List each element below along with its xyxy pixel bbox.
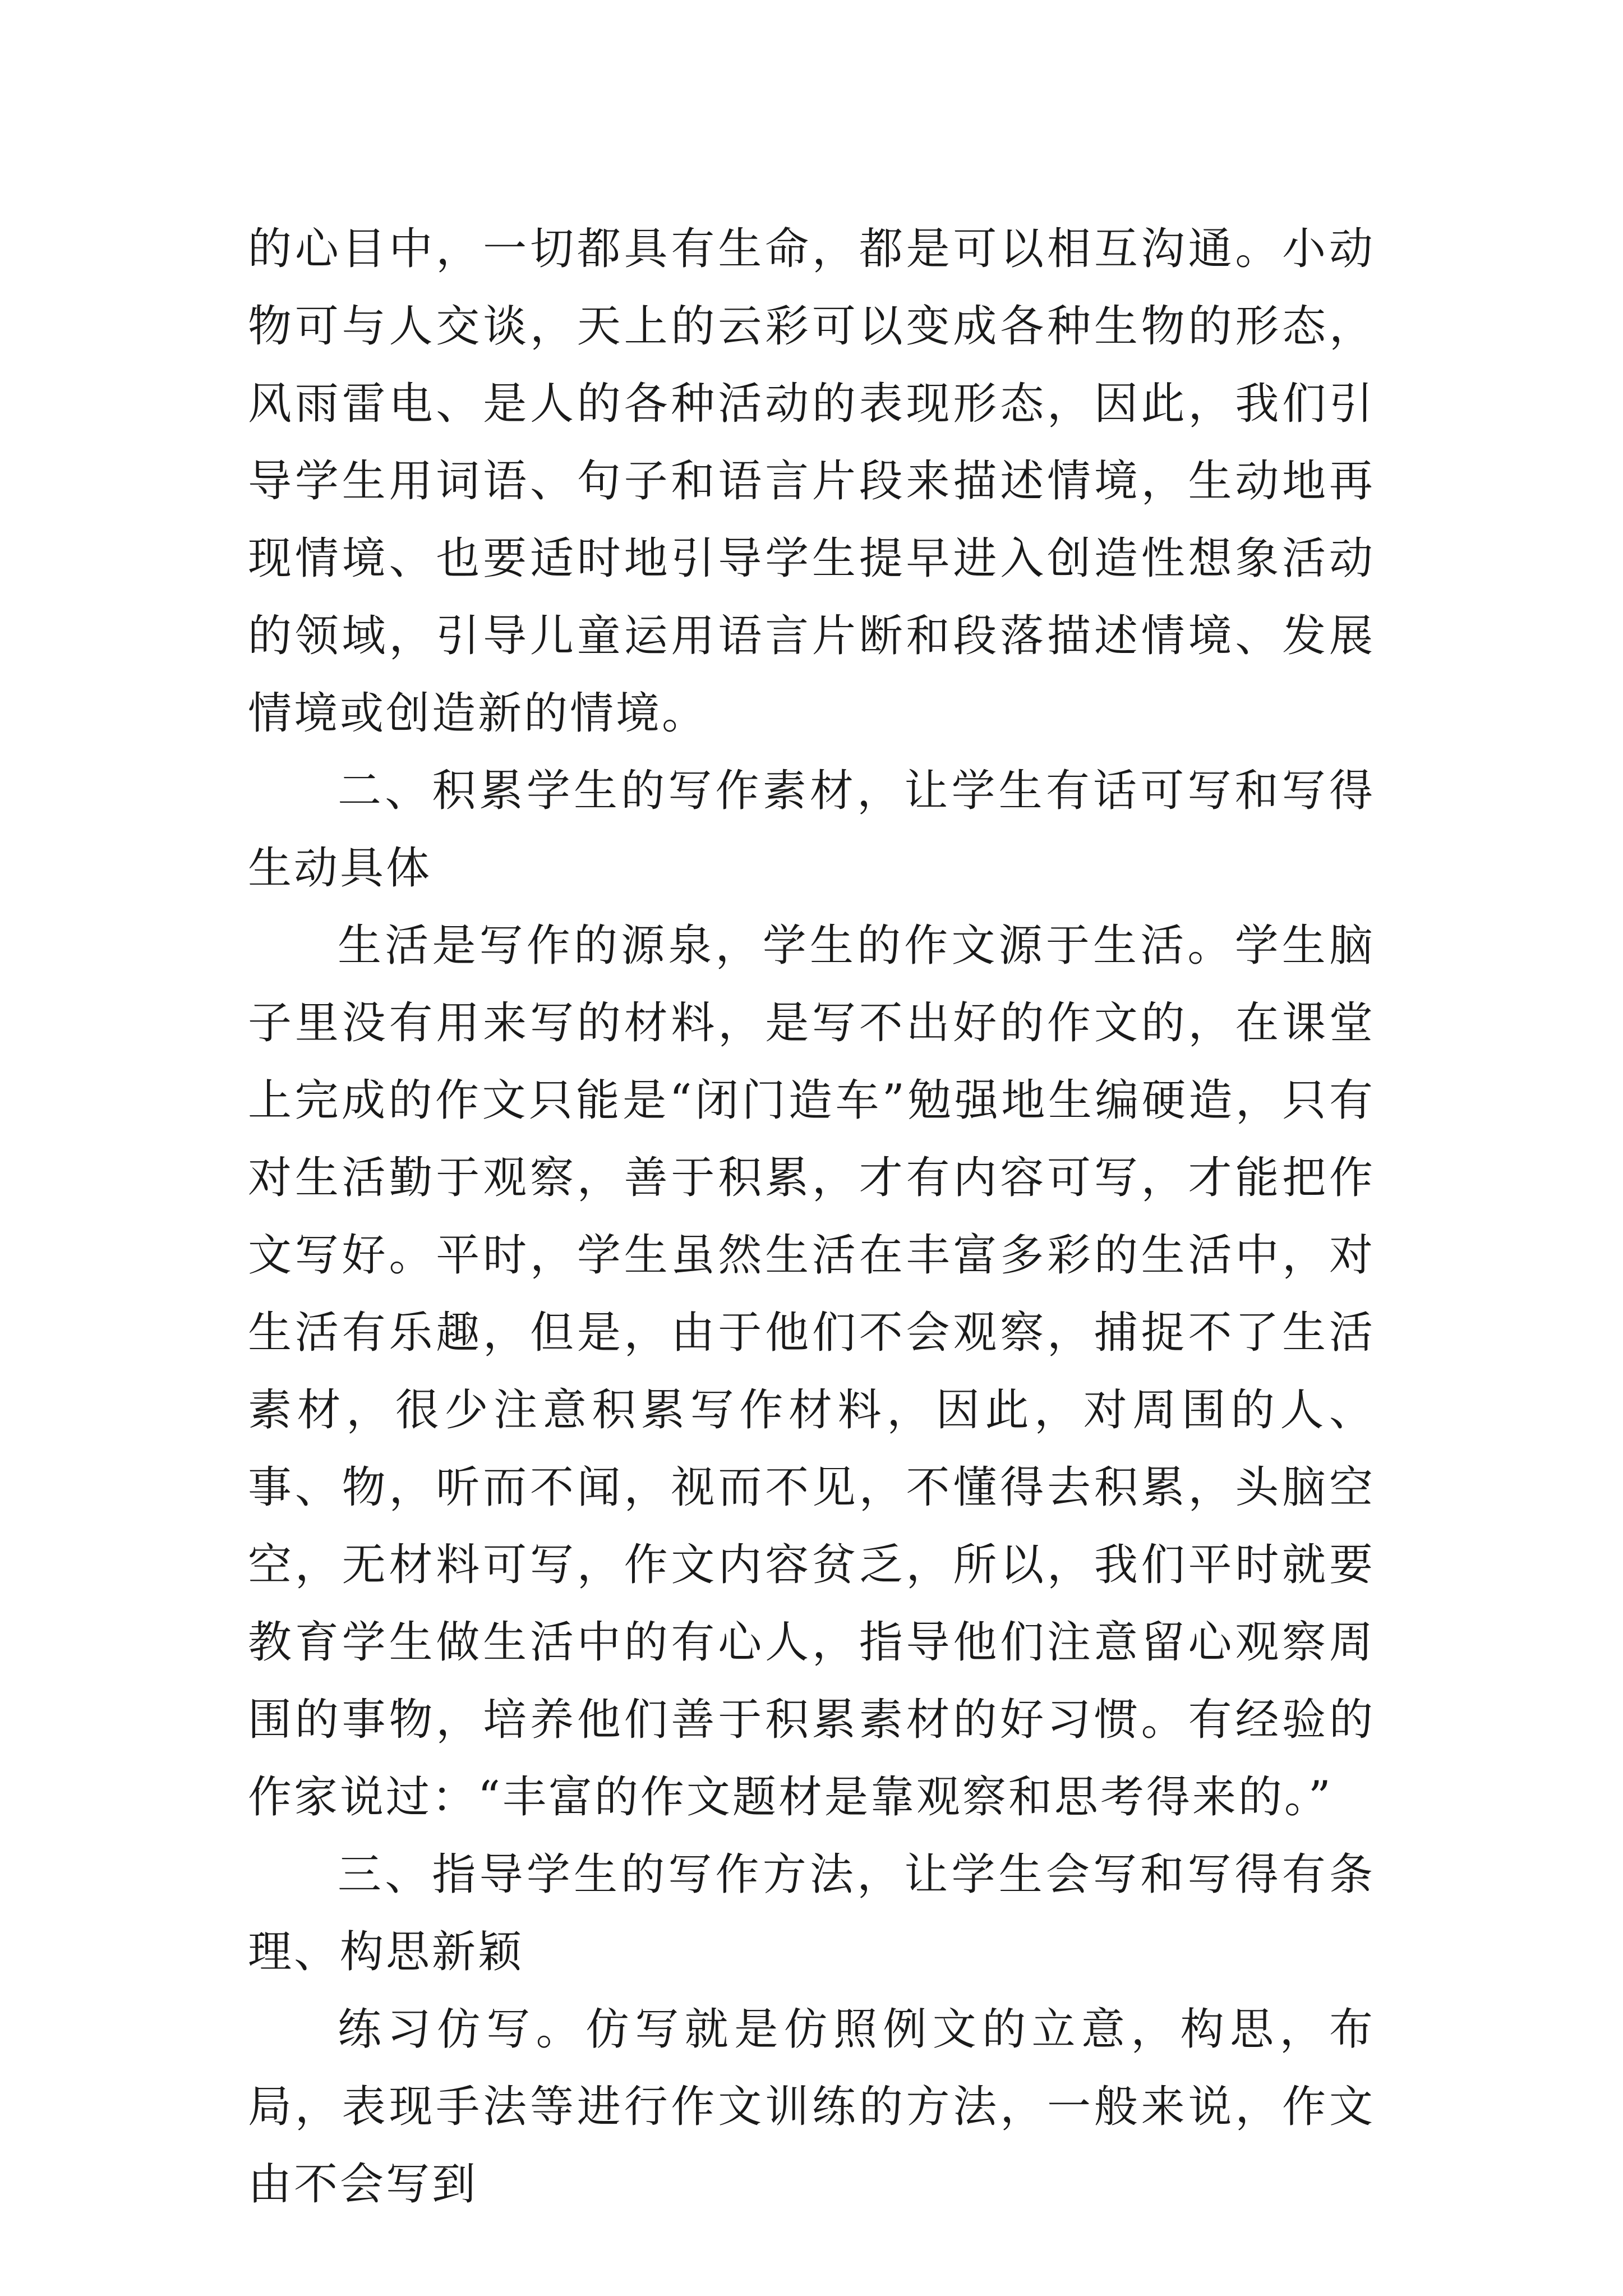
paragraph-life-source: 生活是写作的源泉，学生的作文源于生活。学生脑子里没有用来写的材料，是写不出好的作文的，在课堂上完成的作文只能是“闭门造车”勉强地生编硬造，只有对生活勤于观察，善于积累，才有内容可写，才能把作文写好。平时，学生虽然生活在丰富多彩的生活中，对生活有乐趣，但是，由于他们不会观察，捕捉不了生活素材，很少注意积累写作材料，因此，对周围的人、事、物，听而不闻，视而不见，不懂得去积累，头脑空空，无材料可写，作文内容贫乏，所以，我们平时就要教育学生做生活中的有心人，指导他们注意留心观察周围的事物，培养他们善于积累素材的好习惯。有经验的作家说过：“丰富的作文题材是靠观察和思考得来的。”	[248, 921, 1375, 1823]
paragraph-continued-opening: 的心目中，一切都具有生命，都是可以相互沟通。小动物可与人交谈，天上的云彩可以变成各种生物的形态，风雨雷电、是人的各种活动的表现形态，因此，我们引导学生用词语、句子和语言片段来描述情境，生动地再现情境、也要适时地引导学生提早进入创造性想象活动的领域，引导儿童运用语言片断和段落描述情境、发展情境或创造新的情境。	[248, 224, 1375, 739]
section-heading-two: 二、积累学生的写作素材，让学生有话可写和写得生动具体	[248, 766, 1375, 894]
paragraph-imitation-writing: 练习仿写。仿写就是仿照例文的立意，构思，布局，表现手法等进行作文训练的方法，一般来说，作文由不会写到	[248, 2004, 1375, 2210]
body-text	[248, 210, 1375, 2223]
section-heading-three: 三、指导学生的写作方法，让学生会写和写得有条理、构思新颖	[248, 1849, 1375, 1977]
